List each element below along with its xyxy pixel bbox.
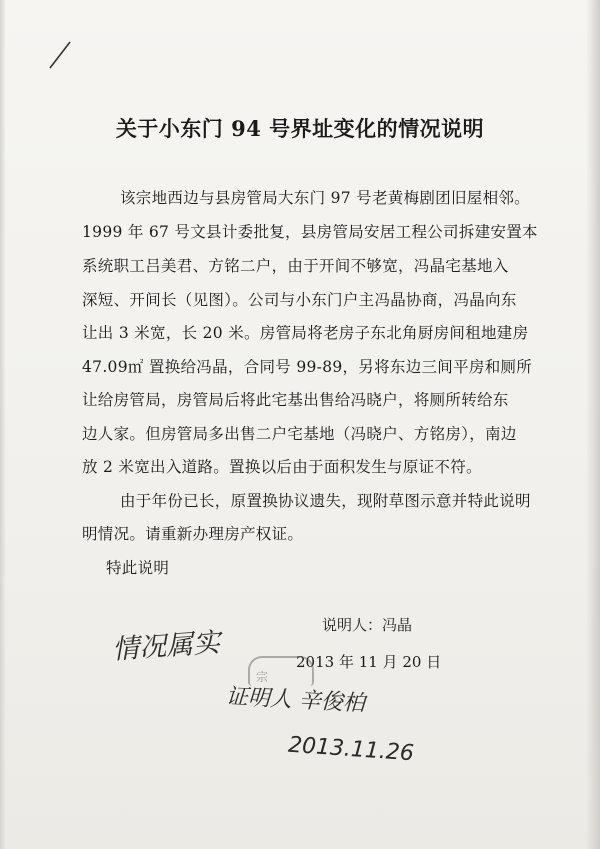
body-line: 1999 年 67 号文县计委批复，县房管局安居工程公司拆建安置本 [82,223,538,241]
closing-line: 特此说明 [106,559,170,577]
body-line: 系统职工吕美君、方铭二户，由于开间不够宽，冯晶宅基地入 [82,257,509,275]
document-title: 关于小东门 94 号界址变化的情况说明 [115,116,485,141]
body-line: 该宗地西边与县房管局大东门 97 号老黄梅剧团旧屋相邻。 [120,189,530,207]
body-line: 明情况。请重新办理房产权证。 [82,525,304,543]
handwritten-remark: 情况属实 [111,627,222,666]
handwritten-witness: 证明人 辛俊柏 [225,684,366,717]
body-line: 放 2 米宽出入道路。置换以后由于面积发生与原证不符。 [82,458,482,476]
pen-mark [46,38,76,72]
body-line: 边人家。但房管局多出售二户宅基地（冯晓户、方铭房），南边 [82,425,517,443]
declarant: 说明人：冯晶 [322,616,413,634]
document-date: 2013 年 11 月 20 日 [296,653,442,671]
body-line: 由于年份已长，原置换协议遗失，现附草图示意并特此说明 [120,492,531,510]
body-line: 让出 3 米宽，长 20 米。房管局将老房子东北角厨房间租地建房 [82,324,529,342]
body-line: 深短、开间长（见图）。公司与小东门户主冯晶协商，冯晶向东 [82,291,517,309]
stamp-text: 宗 [256,670,269,684]
body-line: 让给房管局，房管局后将此宅基出售给冯晓户，将厕所转给东 [82,391,509,409]
body-line: 47.09㎡ 置换给冯晶，合同号 99-89，另将东边三间平房和厕所 [82,358,533,376]
handwritten-witness-date: 2013.11.26 [287,732,415,767]
